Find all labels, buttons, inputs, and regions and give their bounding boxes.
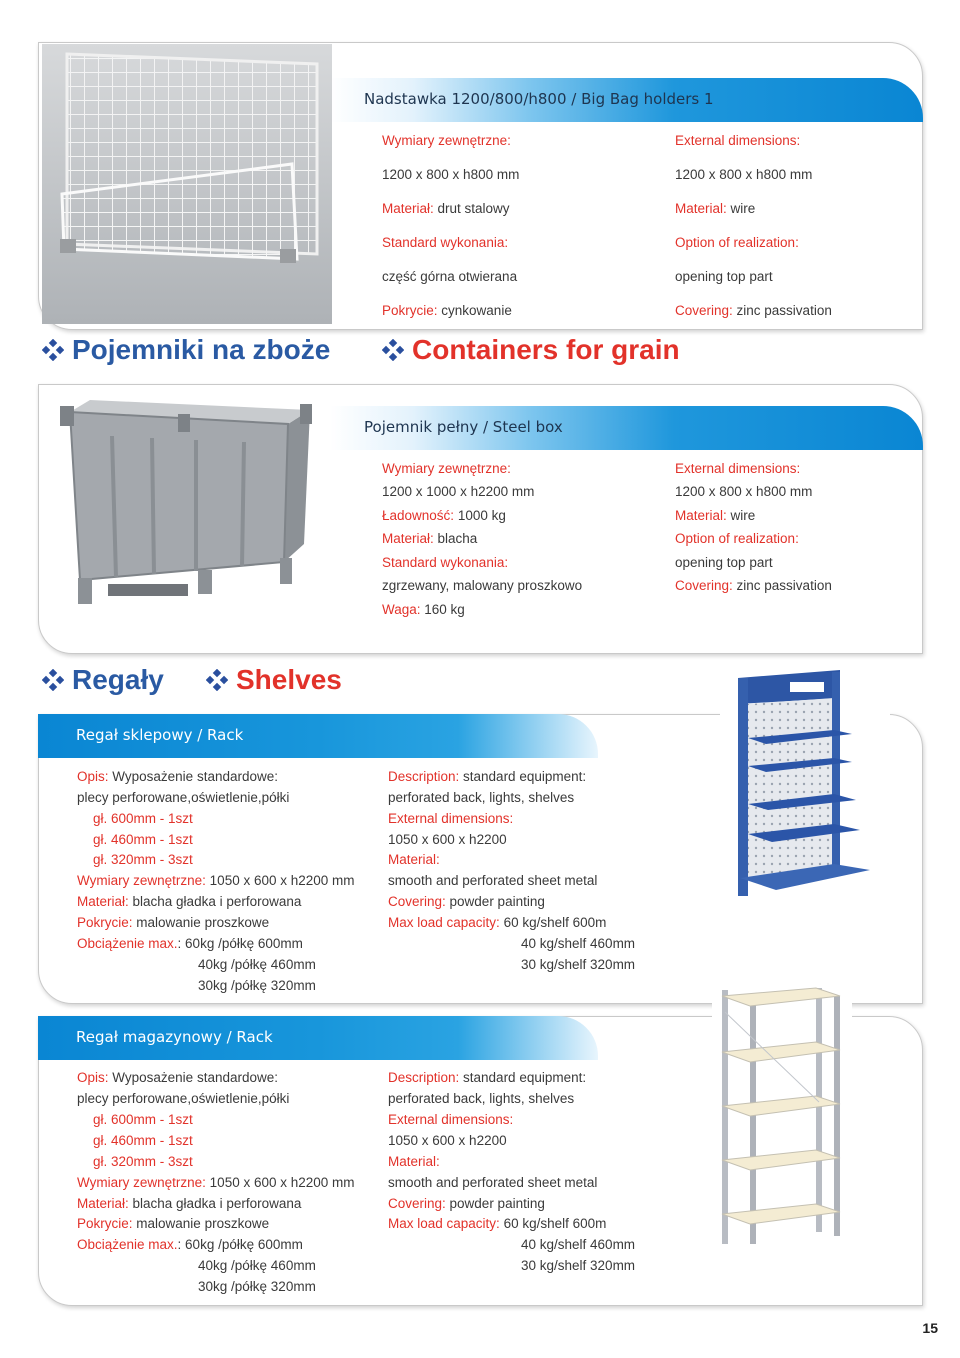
spec-line: 40 kg/shelf 460mm (521, 936, 636, 951)
spec-line: Covering: zinc passivation (675, 578, 832, 593)
spec-line: External dimensions: (675, 461, 801, 476)
heading-shelves-en (206, 664, 342, 696)
spec-line: Pokrycie: cynkowanie (382, 303, 512, 318)
spec-line: perforated back, lights, shelves (388, 790, 575, 805)
spec-line: Obciążenie max.: 60kg /półkę 600mm (77, 1237, 303, 1252)
spec-line: 30 kg/shelf 320mm (521, 1258, 636, 1273)
spec-line: gł. 460mm - 1szt (93, 832, 193, 847)
spec-line: Ładowność: 1000 kg (382, 508, 506, 523)
spec-line: Covering: zinc passivation (675, 303, 832, 318)
spec-line: gł. 460mm - 1szt (93, 1133, 193, 1148)
spec-line: Material: (388, 852, 440, 867)
spec-line: 30 kg/shelf 320mm (521, 957, 636, 972)
spec-line: Covering: powder painting (388, 894, 545, 909)
spec-line: External dimensions: (388, 1112, 514, 1127)
spec-line: 40kg /półkę 460mm (198, 1258, 316, 1273)
spec-line: Wymiary zewnętrzne: (382, 461, 511, 476)
heading-text: Shelves (236, 664, 342, 695)
card1-banner (330, 78, 923, 122)
spec-line: Wymiary zewnętrzne: 1050 x 600 x h2200 mm (77, 1175, 355, 1190)
spec-line: zgrzewany, malowany proszkowo (382, 578, 583, 593)
card4-banner (38, 1016, 598, 1060)
store-rack-photo (720, 668, 890, 904)
spec-line: Wymiary zewnętrzne: 1050 x 600 x h2200 mm (77, 873, 355, 888)
spec-line: Material: (388, 1154, 440, 1169)
spec-line: 30kg /półkę 320mm (198, 1279, 316, 1294)
spec-line: Pokrycie: malowanie proszkowe (77, 1216, 270, 1231)
spec-line: Option of realization: (675, 235, 799, 250)
spec-line: Wymiary zewnętrzne: (382, 133, 511, 148)
spec-line: Material: wire (675, 201, 756, 216)
heading-grain-pl (42, 334, 330, 366)
spec-line: plecy perforowane,oświetlenie,półki (77, 790, 290, 805)
spec-line: Max load capacity: 60 kg/shelf 600m (388, 1216, 607, 1231)
spec-line: 1050 x 600 x h2200 (388, 832, 507, 847)
spec-line: Waga: 160 kg (382, 602, 465, 617)
card1-title: Nadstawka 1200/800/h800 / Big Bag holders 1 (364, 90, 714, 108)
card3-banner (38, 714, 598, 758)
spec-line: External dimensions: (675, 133, 801, 148)
spec-line: Description: standard equipment: (388, 769, 587, 784)
spec-line: External dimensions: (388, 811, 514, 826)
steel-box-photo (48, 394, 328, 626)
diamond-bullet-icon (42, 669, 64, 691)
spec-line: Materiał: drut stalowy (382, 201, 510, 216)
spec-line: 1050 x 600 x h2200 (388, 1133, 507, 1148)
heading-text: Containers for grain (412, 334, 680, 365)
heading-grain-en (382, 334, 680, 366)
card2-banner (330, 406, 923, 450)
card3-title: Regał sklepowy / Rack (76, 726, 244, 744)
spec-line: 1200 x 1000 x h2200 mm (382, 484, 535, 499)
spec-line: gł. 320mm - 3szt (93, 852, 193, 867)
spec-line: Pokrycie: malowanie proszkowe (77, 915, 270, 930)
spec-line: opening top part (675, 269, 773, 284)
spec-line: plecy perforowane,oświetlenie,półki (77, 1091, 290, 1106)
spec-line: 40kg /półkę 460mm (198, 957, 316, 972)
spec-line: 1200 x 800 x h800 mm (675, 484, 813, 499)
heading-text: Pojemniki na zboże (72, 334, 331, 365)
spec-line: Opis: Wyposażenie standardowe: (77, 769, 278, 784)
spec-line: smooth and perforated sheet metal (388, 873, 598, 888)
spec-line: część górna otwierana (382, 269, 518, 284)
page-number: 15 (922, 1320, 938, 1336)
spec-line: 1200 x 800 x h800 mm (675, 167, 813, 182)
spec-line: gł. 600mm - 1szt (93, 1112, 193, 1127)
card4-title: Regał magazynowy / Rack (76, 1028, 273, 1046)
spec-line: gł. 600mm - 1szt (93, 811, 193, 826)
diamond-bullet-icon (382, 339, 404, 361)
spec-line: Opis: Wyposażenie standardowe: (77, 1070, 278, 1085)
spec-line: 1200 x 800 x h800 mm (382, 167, 520, 182)
spec-line: gł. 320mm - 3szt (93, 1154, 193, 1169)
heading-shelves-pl (42, 664, 164, 696)
card2-title: Pojemnik pełny / Steel box (364, 418, 563, 436)
spec-line: 30kg /półkę 320mm (198, 978, 316, 993)
spec-line: Materiał: blacha gładka i perforowana (77, 1196, 302, 1211)
spec-line: Standard wykonania: (382, 235, 509, 250)
warehouse-rack-photo (712, 982, 852, 1248)
diamond-bullet-icon (42, 339, 64, 361)
spec-line: Materiał: blacha (382, 531, 478, 546)
diamond-bullet-icon (206, 669, 228, 691)
spec-line: smooth and perforated sheet metal (388, 1175, 598, 1190)
spec-line: Max load capacity: 60 kg/shelf 600m (388, 915, 607, 930)
spec-line: Obciążenie max.: 60kg /półkę 600mm (77, 936, 303, 951)
spec-line: Material: wire (675, 508, 756, 523)
spec-line: Materiał: blacha gładka i perforowana (77, 894, 302, 909)
spec-line: perforated back, lights, shelves (388, 1091, 575, 1106)
spec-line: Option of realization: (675, 531, 799, 546)
heading-text: Regały (72, 664, 164, 695)
spec-line: Description: standard equipment: (388, 1070, 587, 1085)
wire-basket-photo (42, 44, 332, 324)
spec-line: opening top part (675, 555, 773, 570)
spec-line: 40 kg/shelf 460mm (521, 1237, 636, 1252)
spec-line: Covering: powder painting (388, 1196, 545, 1211)
spec-line: Standard wykonania: (382, 555, 509, 570)
